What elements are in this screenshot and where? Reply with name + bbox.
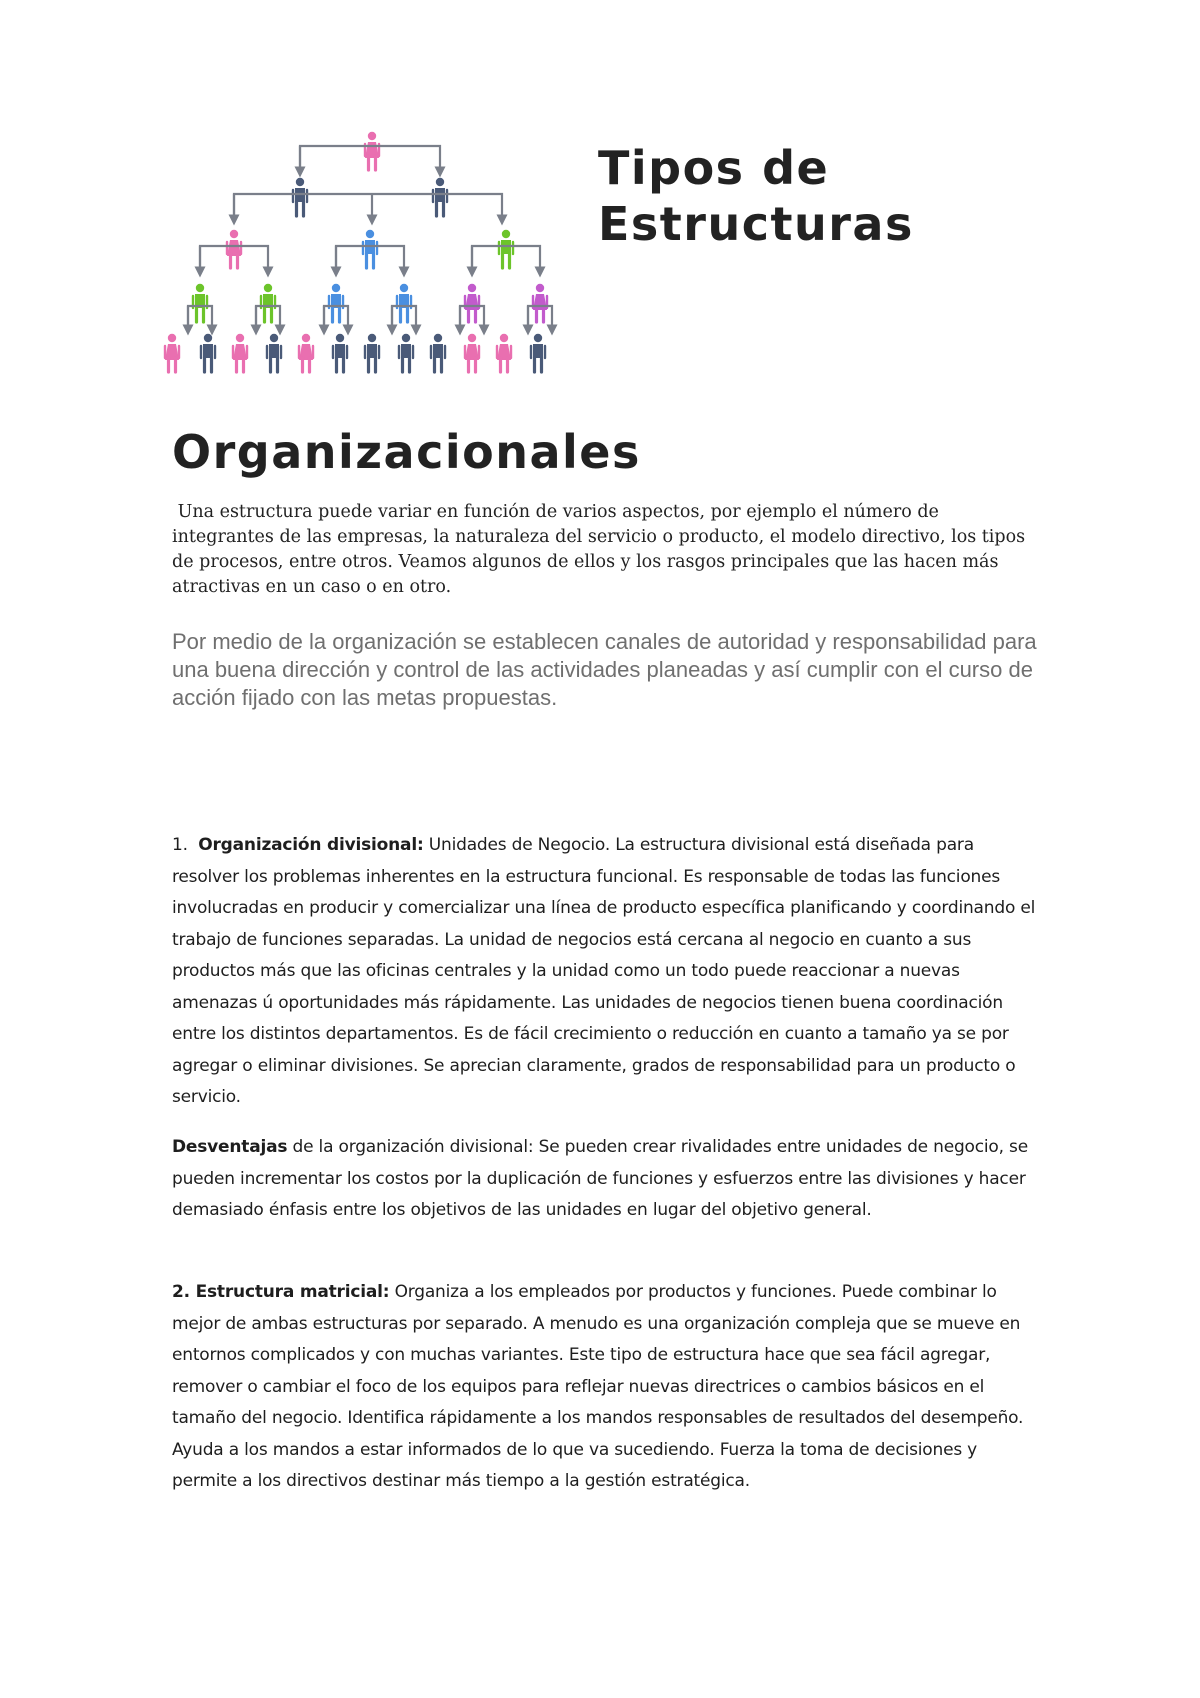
person-icon [533,284,547,322]
person-icon [261,284,275,322]
person-icon [227,230,241,268]
org-hierarchy-people-icon [160,128,580,418]
person-icon [165,334,179,372]
section-disadvantages [172,1132,1044,1227]
person-icon [399,334,413,372]
title-organizacionales: Organizacionales [172,425,641,479]
person-icon [365,334,379,372]
title-line-2: Estructuras [598,197,914,251]
connector-arrows [324,306,348,330]
person-icon [363,230,377,268]
section-text-disadvantages: de la organización divisional: Se pueden crear rivalidades entre unidades de negocio, se pueden incrementar los costos por la duplicación de funciones y esfuerzos entre las divisiones y hacer demasiado énfasis entre los objetivos de las unidades en lugar del objetivo general. [172,1137,1028,1220]
person-icon [465,334,479,372]
section-matrix [172,1277,1044,1498]
person-icon [333,334,347,372]
person-icon [201,334,215,372]
person-icon [329,284,343,322]
person-icon [431,334,445,372]
section-number: 1. [172,835,188,855]
section-heading-divisional: Organización divisional: [198,835,424,855]
connector-arrows [392,306,416,330]
section-heading-disadvantages: Desventajas [172,1137,288,1157]
section-heading-matrix: 2. Estructura matricial: [172,1282,390,1302]
person-icon [531,334,545,372]
connector-arrows [234,194,502,220]
quote-paragraph: Por medio de la organización se establecen canales de autoridad y responsabilidad para una buena dirección y control de las actividades planeadas y así cumplir con el curso de acción fijado con las metas propuestas. [172,629,1037,710]
person-icon [465,284,479,322]
person-icon [397,284,411,322]
person-icon [497,334,511,372]
title-line-1: Tipos de [598,141,830,195]
section-divisional [172,830,1044,1114]
person-icon [233,334,247,372]
person-icon [293,178,307,216]
person-icon [267,334,281,372]
section-text-matrix: Organiza a los empleados por productos y funciones. Puede combinar lo mejor de ambas estructuras por separado. A menudo es una organización compleja que se mueve en entornos complicados y con muchas variantes. Este tipo de estructura hace que sea fácil agregar, remover o cambiar el foco de los equipos para reflejar nuevas directrices o cambios básicos en el tamaño del negocio. Identifica rápidamente a los mandos responsables de resultados del desempeño. Ayuda a los mandos a estar informados de lo que va sucediendo. Fuerza la toma de decisiones y permite a los directivos destinar más tiempo a la gestión estratégica. [172,1282,1024,1491]
section-text-divisional: Unidades de Negocio. La estructura divisional está diseñada para resolver los problemas inherentes en la estructura funcional. Es responsable de todas las funciones involucradas en producir y comercializar una línea de producto específica planificando y coordinando el trabajo de funciones separadas. La unidad de negocios está cercana al negocio en cuanto a sus productos más que las oficinas centrales y la unidad como un todo puede reaccionar a nuevas amenazas ú oportunidades más rápidamente. Las unidades de negocios tienen buena coordinación entre los distintos departamentos. Es de fácil crecimiento o reducción en cuanto a tamaño ya se por agregar o eliminar divisiones. Se aprecian claramente, grados de responsabilidad para un producto o servicio. [172,835,1036,1107]
person-icon [299,334,313,372]
intro-paragraph: Una estructura puede variar en función de varios aspectos, por ejemplo el número de integrantes de las empresas, la naturaleza del servicio o producto, el modelo directivo, los tipos de procesos, entre otros. Veamos algunos de ellos y los rasgos principales que las hacen más atractivas en un caso o en otro. [172,502,1031,597]
title-tipos-de-estructuras [598,140,914,252]
person-icon [433,178,447,216]
connector-arrows [256,306,280,330]
connector-arrows [188,306,212,330]
person-icon [499,230,513,268]
person-icon [193,284,207,322]
person-icon [365,132,379,170]
